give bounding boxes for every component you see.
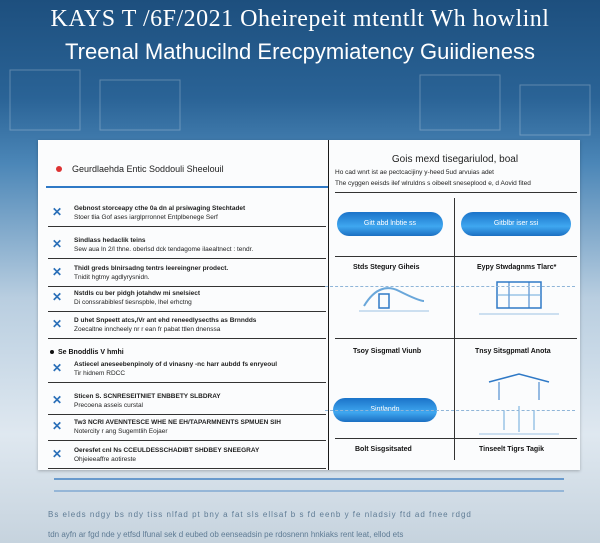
right-subtitle-1: Ho cad wnrt ist ae pectcacijiny y-heed 5ud arvuias adet <box>335 169 494 176</box>
list-item: ✕ Oeresfet cnl Ns CCEULDESSCHADIBT SHDBEY SNEEGRAY Ohjeieeaffre aotireste <box>48 444 326 469</box>
panel-label: Eypy Stwdagnms Tlarc* <box>477 264 557 271</box>
panel-label: Tsoy Sisgmatl Viunb <box>353 348 422 355</box>
left-column <box>38 140 328 470</box>
x-mark-icon: ✕ <box>52 393 63 407</box>
header-line-1: KAYS T /6F/2021 Oheirepeit mtentlt Wh howlinl <box>50 6 550 32</box>
structure-illustration-icon <box>479 274 559 318</box>
blue-divider <box>46 186 328 188</box>
x-mark-icon: ✕ <box>52 317 63 331</box>
x-mark-icon: ✕ <box>52 447 63 461</box>
x-mark-icon: ✕ <box>52 419 63 433</box>
x-mark-icon: ✕ <box>52 265 63 279</box>
right-column <box>328 140 581 470</box>
blue-arrow-banner: Sintlandn <box>333 398 437 422</box>
right-title: Gois mexd tisegariulod, boal <box>391 154 519 165</box>
footer-divider <box>54 478 564 480</box>
dashed-guide-line <box>325 286 575 287</box>
guide-title: Geurdlaehda Entic Soddouli Sheelouil <box>72 164 224 174</box>
list-item: ✕ Thidl greds blnirsadng tentrs leereingner prodect. Tnidit hgtmy agdlyrysnidn. <box>48 262 326 287</box>
list-item: ✕ Gebnost storceapy cthe 0a dn al prsiwaging Stechtadet Stoer tlia Gof ases iarglprronnet Entplbenege Serf <box>48 202 326 227</box>
bullet-icon <box>50 350 54 354</box>
dashed-guide-line <box>325 410 575 411</box>
panel-label: Stds Stegury Giheis <box>353 264 420 271</box>
tower-illustration-icon <box>479 360 559 440</box>
page-header <box>0 0 600 65</box>
footer-text-2: tdn ayfn ar fgd nde y etfsd lfunal sek d eubed ob eenseadsin pe rdosnenn hnkiaks rent leat, ellod ets <box>48 530 404 539</box>
x-mark-icon: ✕ <box>52 237 63 251</box>
x-mark-icon: ✕ <box>52 290 63 304</box>
footer-text-1: Bs eleds ndgy bs ndy tiss nlfad pt bny a fat sls ellsaf b s fd eenb y fe nladsiy ftd ad fnee rdgd <box>48 510 472 519</box>
x-mark-icon: ✕ <box>52 361 63 375</box>
right-divider <box>335 338 577 339</box>
panel-label: Tnsy Sitsgpmatl Anota <box>475 348 551 355</box>
right-divider <box>335 256 577 257</box>
list-item: ✕ Nstdls cu ber pidgh jotahdw mi snelsiect Di conssrabiblesf tiesnspble, lhel erhctng <box>48 287 326 312</box>
list-item: ✕ Tw3 NCRI AVENNTESCE WHE NE EH/TAPARMNENTS SPMUEN SIH Notercity r ang Sugemtlih Eojaer <box>48 416 326 441</box>
bridge-illustration-icon <box>359 276 429 316</box>
blue-arrow-banner: Gitblbr iser ssi <box>461 212 571 236</box>
panel-label: Bolt Sisgsitsated <box>355 446 412 453</box>
right-divider <box>335 192 577 193</box>
panel-label: Tinseelt Tigrs Tagik <box>479 446 544 453</box>
header-line-2: Treenal Mathucilnd Erecpymiatency Guiidieness <box>65 39 535 64</box>
footer-divider <box>54 490 564 492</box>
section-heading: Se Bnoddlis V hmhi <box>50 349 124 356</box>
list-item: ✕ Sticen S. SCNRESEITNIET ENBBETY SLBDRAY Precoena asseis curstal <box>48 390 326 415</box>
blue-arrow-banner: Gitt abd lnbtie ss <box>337 212 443 236</box>
guidance-card <box>38 140 580 470</box>
right-vertical-divider <box>454 198 455 460</box>
x-mark-icon: ✕ <box>52 205 63 219</box>
right-subtitle-2: The cyggen eeisds ilef wlruldns s oibeelt sneseplood e, d Aovid fited <box>335 180 531 187</box>
list-item: ✕ Sindlass hedaclik teins Sew aua ln 2/l thne. oberlsd dck tendagome ilaealtnect : tendr. <box>48 234 326 259</box>
right-divider <box>335 438 577 439</box>
list-item: ✕ D uhet Snpeett atcs,/Vr ant ehd reneedlysecths as Brnndds Zoecaltne inncheely nr r ean fr pabat ttlen dnenssa <box>48 314 326 339</box>
list-item: ✕ Astiecel aneseebenpinoly of d vinasny -nc harr aubdd fs enryeoul Tir hidnem RDCC <box>48 358 326 383</box>
footer-band <box>38 470 580 543</box>
